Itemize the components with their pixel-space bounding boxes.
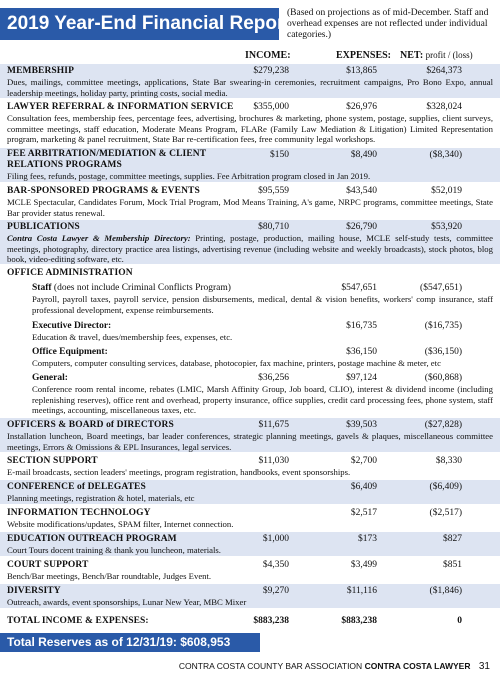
section-title: EDUCATION OUTREACH PROGRAM [7,534,177,544]
section-membership [0,64,500,98]
section-desc: Outreach, awards, event sponsorships, Lunar New Year, MBC Mixer [7,597,247,607]
section-desc: Filing fees, refunds, postage, committee meetings, supplies. Fee Arbitration program closed in Jan 2019. [7,171,371,181]
section-title: CONFERENCE of DELEGATES [7,482,146,492]
publication-name: Contra Costa Lawyer & Membership Directory: [7,233,191,243]
expenses-value: $43,540 [346,186,377,196]
expenses-value: $3,499 [350,560,377,570]
section-title: OFFICERS & BOARD of DIRECTORS [7,420,174,430]
expenses-value: $11,116 [346,586,377,596]
section-officers-board [0,418,500,452]
net-value: ($1,846) [429,586,462,596]
section-title: FEE ARBITRATION/MEDIATION & CLIENT RELATIONS PROGRAMS [7,149,206,170]
income-value: $1,000 [262,534,289,544]
net-value: ($36,150) [424,347,462,357]
report-title: 2019 Year-End Financial Report [0,8,279,40]
section-publications [0,220,500,264]
section-fee-arbitration [0,148,500,182]
section-title: INFORMATION TECHNOLOGY [7,508,151,518]
net-value: $827 [443,534,462,544]
col-net-header [400,50,473,61]
section-title: DIVERSITY [7,586,61,596]
income-value: $36,256 [258,373,289,383]
section-title: OFFICE ADMINISTRATION [7,268,133,278]
section-desc: Website modifications/updates, SPAM filter, Internet connection. [7,519,234,529]
section-information-technology [0,506,500,530]
expenses-value: $547,651 [341,283,377,293]
section-title: SECTION SUPPORT [7,456,98,466]
section-conference-delegates [0,480,500,504]
sub-title: General: [32,373,68,383]
net-value: ($547,651) [420,283,462,293]
page-number: 31 [478,661,490,672]
col-net-sub: profit / (loss) [425,50,473,60]
section-desc: Consultation fees, membership fees, percentage fees, advertising, brochures & marketing, phone system, postage, supplies, client surveys, committee meetings, staff education, Moderate Means Program, FLARe (Family Law Mediation & Litigation) Limited Representation program, marketing & panel recruitment, State Bar re-certification fees, free community legal workshops. [7,113,493,144]
income-value: $95,559 [258,186,289,196]
footer-publication: CONTRA COSTA LAWYER [364,661,471,671]
net-value: ($6,409) [429,482,462,492]
income-value: $80,710 [258,222,289,232]
income-value: $279,238 [253,66,289,76]
net-value: $264,373 [426,66,462,76]
section-education-outreach [0,532,500,556]
section-title: LAWYER REFERRAL & INFORMATION SERVICE [7,102,234,112]
sub-desc: Computers, computer consulting services, database, photocopier, fax machine, printers, postage machine & meter, etc [32,358,441,368]
section-title: PUBLICATIONS [7,222,80,232]
office-staff [0,282,500,318]
net-value: $8,330 [435,456,462,466]
income-value: $150 [270,150,289,160]
income-value: $11,675 [258,420,289,430]
section-desc: E-mail broadcasts, section leaders' meetings, program registration, handbooks, event sponsorships. [7,467,351,477]
section-desc [7,233,493,264]
sub-desc: Conference room rental income, rebates (LMIC, Marsh Affinity Group, Job board, CLIO), interest & dividend income (including replenishing reserves), office rent and overhead, property insurance, office supplies, credit card processing fees, phone system, staff meetings, accounting, miscellaneous taxes, etc. [32,384,493,415]
total-reserves: Total Reserves as of 12/31/19: $608,953 [0,633,260,652]
section-title: BAR-SPONSORED PROGRAMS & EVENTS [7,186,200,196]
net-value: ($2,517) [429,508,462,518]
section-desc: Planning meetings, registration & hotel, materials, etc [7,493,195,503]
total-expenses: $883,238 [341,616,377,626]
col-expenses-header: EXPENSES: [336,50,392,61]
section-desc: Dues, mailings, committee meetings, applications, State Bar swearing-in ceremonies, recruitment campaigns, Pro Bono Expo, annual leadership meetings, holiday party, printing costs, social media. [7,77,493,98]
expenses-value: $26,790 [346,222,377,232]
expenses-value: $16,735 [346,321,377,331]
net-value: $52,019 [431,186,462,196]
net-value: ($16,735) [424,321,462,331]
col-net-label: NET: [400,50,424,61]
section-bar-sponsored [0,184,500,218]
totals-label: TOTAL INCOME & EXPENSES: [7,616,149,626]
expenses-value: $8,490 [350,150,377,160]
section-office-administration [0,266,500,280]
totals-row [0,612,500,628]
desc-text: Printing, postage, production, mailing house, MCLE self-study tests, committee meetings, photography, directory practice area listings, advertising revenue (including website and weekly broadcasts), stock photos, blog book, video-editing software, etc. [7,233,493,264]
page-footer [179,661,490,672]
expenses-value: $97,124 [346,373,377,383]
office-equipment [0,346,500,370]
staff-note: (does not include Criminal Conflicts Program) [51,283,231,293]
total-net: 0 [457,616,462,626]
sub-desc: Education & travel, dues/membership fees, expenses, etc. [32,332,233,342]
sub-title: Office Equipment: [32,347,108,357]
section-lawyer-referral [0,100,500,146]
office-executive-director [0,320,500,344]
section-court-support [0,558,500,582]
section-section-support [0,454,500,478]
expenses-value: $26,976 [346,102,377,112]
expenses-value: $13,865 [346,66,377,76]
expenses-value: $6,409 [350,482,377,492]
expenses-value: $39,503 [346,420,377,430]
sub-title: Executive Director: [32,321,112,331]
section-title: MEMBERSHIP [7,66,74,76]
staff-label: Staff [32,283,52,293]
income-value: $355,000 [253,102,289,112]
section-desc: Court Tours docent training & thank you luncheon, materials. [7,545,221,555]
office-general [0,372,500,416]
section-desc: Bench/Bar meetings, Bench/Bar roundtable, Judges Event. [7,571,212,581]
income-value: $11,030 [258,456,289,466]
sub-desc: Payroll, payroll taxes, payroll service, pension disbursements, medical, dental & vision benefits, workers' comp insurance, staff professional development, expense reimbursements. [32,294,493,315]
income-value: $4,350 [262,560,289,570]
section-desc: MCLE Spectacular, Candidates Forum, Mock Trial Program, Mod Means Training, A's game, NRPC programs, committee meetings, State Bar provider status renewal. [7,197,493,218]
section-desc: Installation luncheon, Board meetings, bar leader conferences, strategic planning meetings, gavels & plaques, miscellaneous committee meetings, Errors & Omissions & EPL Insurances, legal services. [7,431,493,452]
net-value: $53,920 [431,222,462,232]
net-value: ($60,868) [424,373,462,383]
total-income: $883,238 [253,616,289,626]
net-value: ($8,340) [429,150,462,160]
report-note: (Based on projections as of mid-December. Staff and overhead expenses are not reflected under individual categories.) [287,8,489,40]
income-value: $9,270 [262,586,289,596]
footer-org: CONTRA COSTA COUNTY BAR ASSOCIATION [178,661,363,671]
col-income-header: INCOME: [245,50,291,61]
section-title: COURT SUPPORT [7,560,89,570]
net-value: ($27,828) [424,420,462,430]
expenses-value: $2,700 [350,456,377,466]
expenses-value: $2,517 [350,508,377,518]
expenses-value: $36,150 [346,347,377,357]
section-diversity [0,584,500,608]
net-value: $851 [443,560,462,570]
net-value: $328,024 [426,102,462,112]
expenses-value: $173 [358,534,377,544]
